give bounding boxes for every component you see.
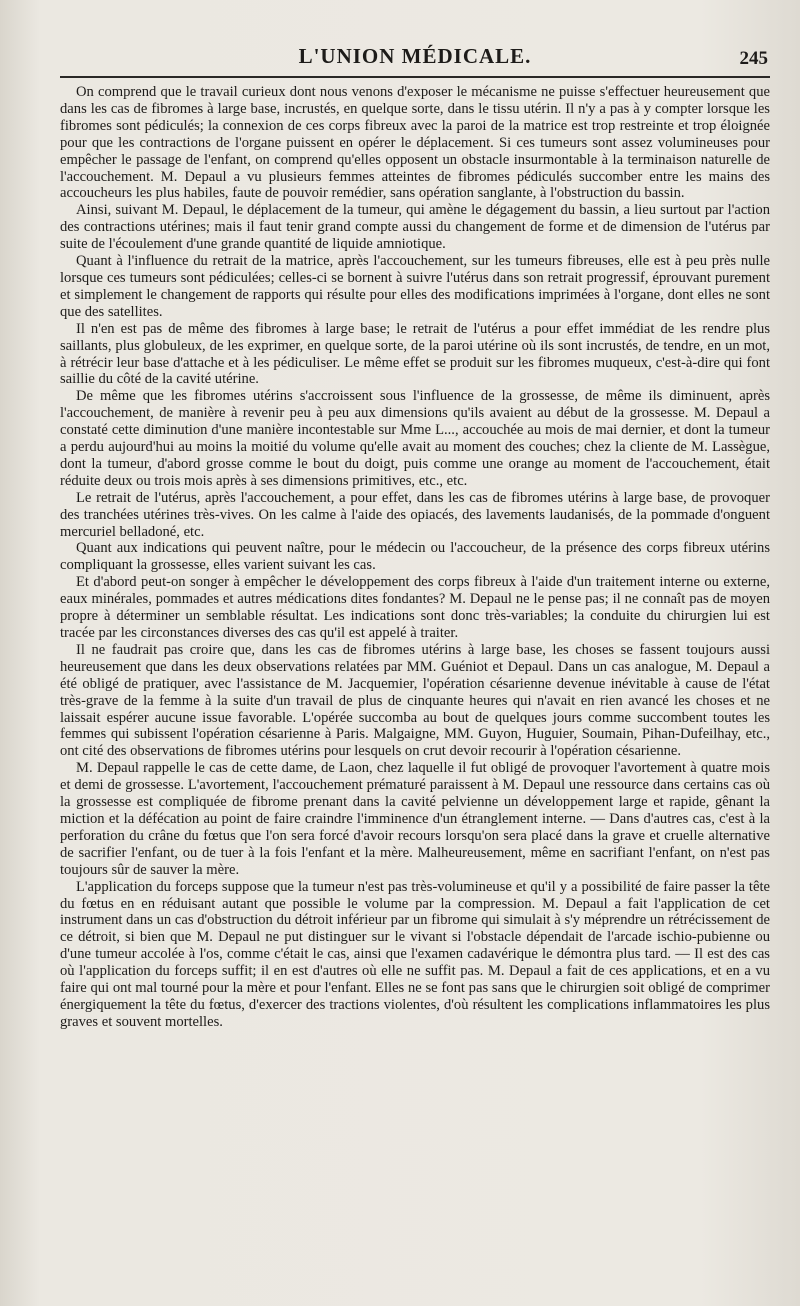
running-header xyxy=(60,38,770,72)
paragraph: De même que les fibromes utérins s'accroissent sous l'influence de la grossesse, de même ils diminuent, après l'accouchement, de manière à revenir peu à peu aux dimensions qu'ils avaient au début de la grossesse. M. Depaul a constaté cette diminution d'une manière incontestable sur Mme L..., accouchée au mois de mai dernier, et dont la tumeur a perdu aujourd'hui au moins la moitié du volume qu'elle avait au moment des couches; chez la cliente de M. Lassègue, dont la tumeur, d'abord grosse comme le bout du doigt, puis comme une orange au moment de l'accouchement, était réduite deux ou trois mois après à ses dimensions primitives, etc., etc. xyxy=(60,388,770,489)
paragraph: M. Depaul rappelle le cas de cette dame, de Laon, chez laquelle il fut obligé de provoquer l'avortement à quatre mois et demi de grossesse. L'avortement, l'accouchement prématuré paraissent à M. Depaul une ressource dans certains cas où la grossesse est compliquée de fibrome prenant dans la cavité pelvienne un développement large et rapide, gênant la miction et la défécation au point de faire craindre l'imminence d'un étranglement interne. — Dans d'autres cas, c'est à la perforation du crâne du fœtus que l'on sera forcé d'avoir recours lorsqu'on sera placé dans la grave et cruelle alternative de sacrifier l'enfant, ou de tuer à la fois l'enfant et la mère. Malheureusement, même en sacrifiant l'enfant, on n'est pas toujours sûr de sauver la mère. xyxy=(60,760,770,878)
paragraph: On comprend que le travail curieux dont nous venons d'exposer le mécanisme ne puisse s'effectuer heureusement que dans les cas de fibromes à large base, incrustés, en quelque sorte, dans le tissu utérin. Il n'y a pas à y compter lorsque les fibromes sont pédiculés; la connexion de ces corps fibreux avec la paroi de la matrice est trop restreinte et trop éloignée pour que les contractions de l'organe puissent en opérer le déplacement. Si ces tumeurs sont assez volumineuses pour empêcher le passage de l'enfant, on comprend qu'elles opposent un obstacle insurmontable à la terminaison naturelle de l'accouchement. M. Depaul a vu plusieurs femmes atteintes de fibromes pédiculés succomber entre les mains des accoucheurs les plus habiles, faute de pouvoir remédier, sans opération sanglante, à l'obstruction du bassin. xyxy=(60,84,770,202)
journal-title: L'UNION MÉDICALE. xyxy=(298,44,532,68)
paragraph: Il n'en est pas de même des fibromes à large base; le retrait de l'utérus a pour effet immédiat de les rendre plus saillants, plus globuleux, de les exprimer, en quelque sorte, de la paroi utérine où ils sont incrustés, de tendre, en un mot, à rétrécir leur base d'attache et à les pédiculiser. Le même effet se produit sur les fibromes muqueux, c'est-à-dire qui font saillie du côté de la cavité utérine. xyxy=(60,320,770,388)
article-body xyxy=(60,84,770,1031)
paragraph: Et d'abord peut-on songer à empêcher le développement des corps fibreux à l'aide d'un traitement interne ou externe, eaux minérales, pommades et autres médications dites fondantes? M. Depaul ne le pense pas; il ne connaît pas de moyen propre à déterminer un semblable résultat. Les indications sont donc très-variables; la conduite du chirurgien lui est tracée par les circonstances diverses des cas qu'il est appelé à traiter. xyxy=(60,574,770,641)
paragraph: Ainsi, suivant M. Depaul, le déplacement de la tumeur, qui amène le dégagement du bassin, a lieu surtout par l'action des contractions utérines; mais il faut tenir grand compte aussi du changement de forme et de dimension de l'utérus par suite de l'écoulement d'une grande quantité de liquide amniotique. xyxy=(60,202,770,253)
header-rule xyxy=(60,76,770,78)
paragraph: Il ne faudrait pas croire que, dans les cas de fibromes utérins à large base, les choses se fassent toujours aussi heureusement que dans les deux observations relatées par MM. Guéniot et Depaul. Dans un cas analogue, M. Depaul a été obligé de pratiquer, avec l'assistance de M. Jacquemier, l'opération césarienne devenue inévitable à cause de l'état très-grave de la femme à la suite d'un travail de plus de cinquante heures qui n'avait en rien avancé les choses et ne laissait espérer aucune issue favorable. L'opérée succomba au bout de quelques jours comme succombent toutes les femmes qui subissent l'opération césarienne à Paris. Malgaigne, MM. Guyon, Huguier, Soumain, Pihan-Dufeilhay, etc., ont cité des observations de fibromes utérins pour lesquels on crut devoir recourir à l'opération césarienne. xyxy=(60,641,770,760)
paragraph: L'application du forceps suppose que la tumeur n'est pas très-volumineuse et qu'il y a possibilité de faire passer la tête du fœtus en en réduisant autant que possible le volume par la compression. M. Depaul a fait l'application de cet instrument dans un cas d'obstruction du détroit inférieur par un fibrome qui simulait à s'y méprendre un rétrécissement de ce détroit, si bien que M. Depaul ne put distinguer sur le vivant si l'obstacle dépendait de l'arcade ischio-pubienne ou d'une tumeur accolée à l'os, comme c'était le cas, ainsi que l'examen cadavérique le démontra plus tard. — Il est des cas où l'application du forceps suffit; il en est d'autres où elle ne suffit pas. M. Depaul a fait de ces applications, et en a vu faire qui ont mal tourné pour la mère et pour l'enfant. Elles ne se font pas sans que le chirurgien soit obligé de comprimer énergiquement la tête du fœtus, d'exercer des tractions violentes, d'où résultent les complications inflammatoires les plus graves et souvent mortelles. xyxy=(60,878,770,1030)
paragraph: Quant aux indications qui peuvent naître, pour le médecin ou l'accoucheur, de la présence des corps fibreux utérins compliquant la grossesse, elles varient suivant les cas. xyxy=(60,540,770,574)
paragraph: Quant à l'influence du retrait de la matrice, après l'accouchement, sur les tumeurs fibreuses, elle est à peu près nulle lorsque ces tumeurs sont pédiculées; celles-ci se bornent à suivre l'utérus dans son retrait progressif, éprouvant purement et simplement le changement de rapports qui résulte pour elles des modifications imprimées à l'organe, dont elles ne sont que des satellites. xyxy=(60,253,770,320)
paragraph: Le retrait de l'utérus, après l'accouchement, a pour effet, dans les cas de fibromes utérins à large base, de provoquer des tranchées utérines très-vives. On les calme à l'aide des opiacés, des lavements laudanisés, de la pommade d'onguent mercuriel belladoné, etc. xyxy=(60,489,770,540)
page-number: 245 xyxy=(739,48,768,69)
